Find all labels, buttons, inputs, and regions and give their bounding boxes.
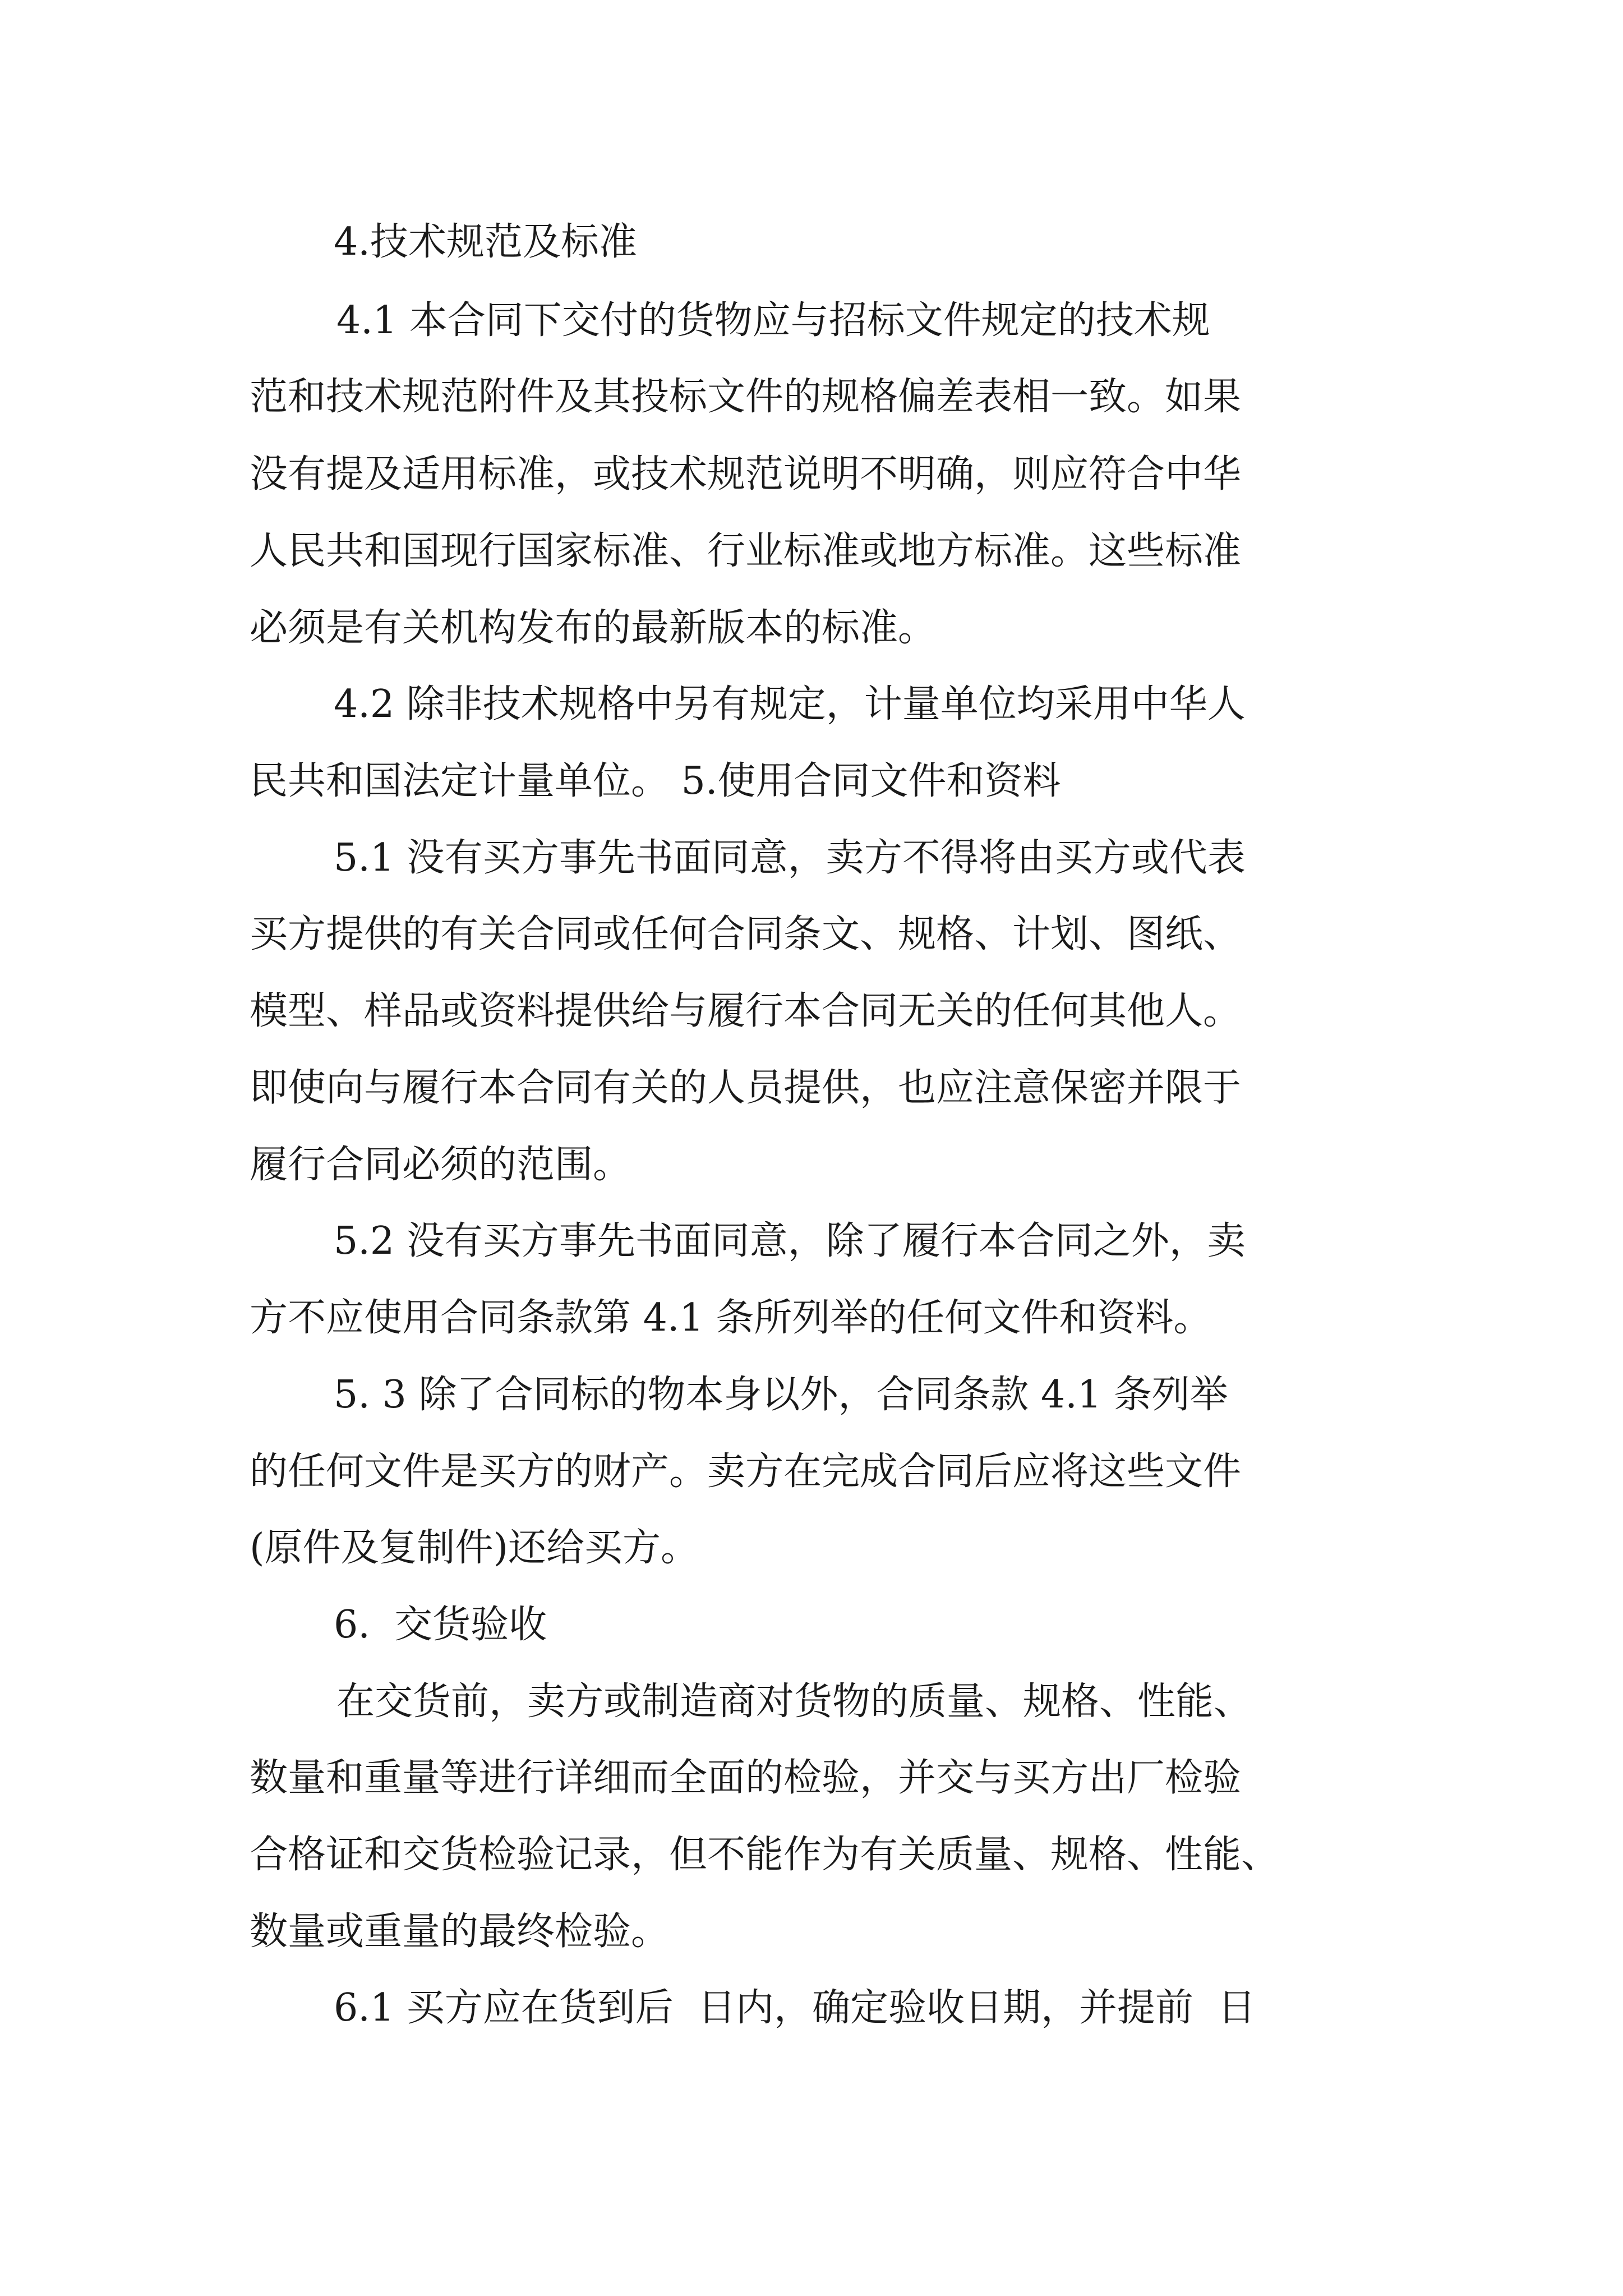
heading-6-delivery-acceptance: 6. 交货验收 <box>334 1603 547 1647</box>
text-line: 的任何文件是买方的财产。卖方在完成合同后应将这些文件 <box>250 1450 1242 1494</box>
text-line: 即使向与履行本合同有关的人员提供，也应注意保密并限于 <box>250 1066 1242 1110</box>
text-line: 必须是有关机构发布的最新版本的标准。 <box>250 606 937 650</box>
text-line: 数量和重量等进行详细而全面的检验，并交与买方出厂检验 <box>250 1756 1242 1800</box>
text-line: 5.2 没有买方事先书面同意，除了履行本合同之外，卖 <box>334 1219 1246 1263</box>
text-line: 合格证和交货检验记录，但不能作为有关质量、规格、性能、 <box>250 1833 1280 1877</box>
text-line: 4.2 除非技术规格中另有规定，计量单位均采用中华人 <box>334 682 1246 726</box>
text-line: 5.1 没有买方事先书面同意，卖方不得将由买方或代表 <box>334 836 1246 880</box>
text-line: 民共和国法定计量单位。 5.使用合同文件和资料 <box>250 759 1061 803</box>
text-line: 没有提及适用标准，或技术规范说明不明确，则应符合中华 <box>250 452 1242 496</box>
text-line: 人民共和国现行国家标准、行业标准或地方标准。这些标准 <box>250 529 1242 573</box>
text-line: 4.1 本合同下交付的货物应与招标文件规定的技术规 <box>336 298 1210 343</box>
text-line: 买方提供的有关合同或任何合同条文、规格、计划、图纸、 <box>250 912 1242 956</box>
text-line: 履行合同必须的范围。 <box>250 1143 631 1187</box>
text-line: 5. 3 除了合同标的物本身以外，合同条款 4.1 条列举 <box>334 1373 1228 1417</box>
text-line: 范和技术规范附件及其投标文件的规格偏差表相一致。如果 <box>250 375 1242 419</box>
text-line: 模型、样品或资料提供给与履行本合同无关的任何其他人。 <box>250 989 1242 1033</box>
text-line: 6.1 买方应在货到后 日内，确定验收日期，并提前 日 <box>334 1986 1256 2030</box>
text-line: (原件及复制件)还给买方。 <box>250 1526 699 1570</box>
text-line: 在交货前，卖方或制造商对货物的质量、规格、性能、 <box>336 1680 1252 1724</box>
text-line: 方不应使用合同条款第 4.1 条所列举的任何文件和资料。 <box>250 1296 1212 1340</box>
heading-4-technical-specs: 4.技术规范及标准 <box>334 220 637 264</box>
text-line: 数量或重量的最终检验。 <box>250 1910 670 1954</box>
